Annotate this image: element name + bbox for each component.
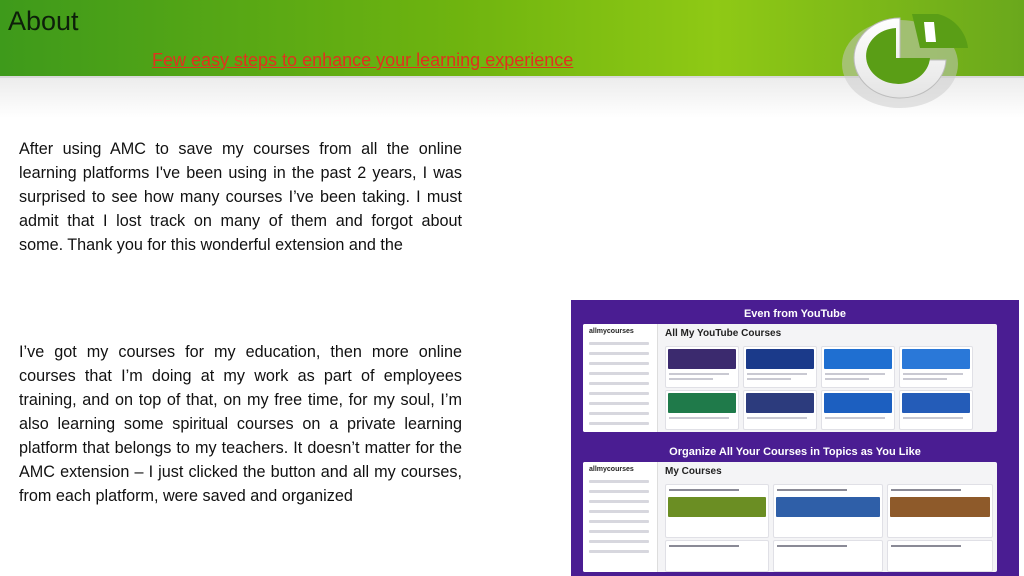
sidebar-row: [589, 412, 649, 415]
course-card[interactable]: [821, 390, 895, 430]
topic-card[interactable]: [887, 484, 993, 538]
card-line: [891, 489, 961, 491]
screenshot-panel-bottom: [583, 462, 997, 572]
logo-icon: [838, 4, 984, 110]
card-line: [747, 373, 807, 375]
sidebar-row: [589, 342, 649, 345]
topic-card[interactable]: [665, 484, 769, 538]
card-line: [669, 378, 713, 380]
sidebar-row: [589, 422, 649, 425]
topic-thumbnail: [890, 497, 990, 517]
course-thumbnail: [824, 393, 892, 413]
screenshot-panel-top: [583, 324, 997, 432]
card-line: [747, 378, 791, 380]
testimonial-paragraph-1: After using AMC to save my courses from all the online learning platforms I've been using in the past 2 years, I was surprised to see how many courses I’ve been taking. I must admit that I lost track on many of them and forgot about some. Thank you for this wonderful extension and the: [19, 140, 462, 254]
card-line: [669, 545, 739, 547]
course-thumbnail: [746, 349, 814, 369]
screenshot-top-title: Even from YouTube: [743, 308, 847, 320]
card-line: [777, 489, 847, 491]
card-line: [777, 545, 847, 547]
card-line: [747, 417, 807, 419]
course-thumbnail: [824, 349, 892, 369]
subtitle-link[interactable]: Few easy steps to enhance your learning experience: [152, 50, 574, 70]
sidebar-row: [589, 382, 649, 385]
course-card[interactable]: [899, 346, 973, 388]
course-card[interactable]: [743, 346, 817, 388]
sidebar-row: [589, 540, 649, 543]
screenshot-bottom-title: Organize All Your Courses in Topics as You Like: [669, 446, 921, 458]
sidebar-row: [589, 510, 649, 513]
sidebar-row: [589, 520, 649, 523]
testimonial-paragraph-2: I’ve got my courses for my education, then more online courses that I’m doing at my work as part of employees training, and on top of that, on my free time, for my soul, I’m also learning some spiritual courses on a private learning platform that belongs to my teachers. It doesn’t matter for the AMC extension – I just clicked the button and all my courses, from each platform, were saved and organized: [19, 343, 462, 505]
card-line: [825, 417, 885, 419]
topic-card[interactable]: [887, 540, 993, 572]
topic-card[interactable]: [665, 540, 769, 572]
course-thumbnail: [668, 349, 736, 369]
sidebar-row: [589, 402, 649, 405]
card-line: [903, 417, 963, 419]
course-thumbnail: [668, 393, 736, 413]
panel-top-title: All My YouTube Courses: [665, 328, 782, 339]
card-line: [669, 417, 729, 419]
sidebar-row: [589, 500, 649, 503]
topic-thumbnail: [668, 497, 766, 517]
card-line: [669, 373, 729, 375]
topic-thumbnail: [776, 497, 880, 517]
sidebar-row: [589, 490, 649, 493]
card-line: [903, 373, 963, 375]
sidebar-row: [589, 550, 649, 553]
panel-sidebar: [583, 324, 658, 432]
card-line: [669, 489, 739, 491]
sidebar-row: [589, 362, 649, 365]
card-line: [903, 378, 947, 380]
topic-card[interactable]: [773, 484, 883, 538]
sidebar-row: [589, 392, 649, 395]
card-line: [825, 373, 885, 375]
course-card[interactable]: [665, 346, 739, 388]
course-card[interactable]: [665, 390, 739, 430]
card-line: [825, 378, 869, 380]
course-thumbnail: [902, 393, 970, 413]
sidebar-brand: allmycourses: [589, 328, 634, 335]
course-card[interactable]: [821, 346, 895, 388]
panel-bottom-title: My Courses: [665, 466, 722, 477]
topic-card[interactable]: [773, 540, 883, 572]
sidebar-row: [589, 352, 649, 355]
product-screenshot: [571, 300, 1019, 576]
sidebar-brand: allmycourses: [589, 466, 634, 473]
course-card[interactable]: [743, 390, 817, 430]
course-thumbnail: [902, 349, 970, 369]
course-thumbnail: [746, 393, 814, 413]
sidebar-row: [589, 480, 649, 483]
sidebar-row: [589, 530, 649, 533]
sidebar-row: [589, 372, 649, 375]
panel-sidebar: [583, 462, 658, 572]
course-card[interactable]: [899, 390, 973, 430]
page-title: About: [8, 6, 79, 36]
card-line: [891, 545, 961, 547]
